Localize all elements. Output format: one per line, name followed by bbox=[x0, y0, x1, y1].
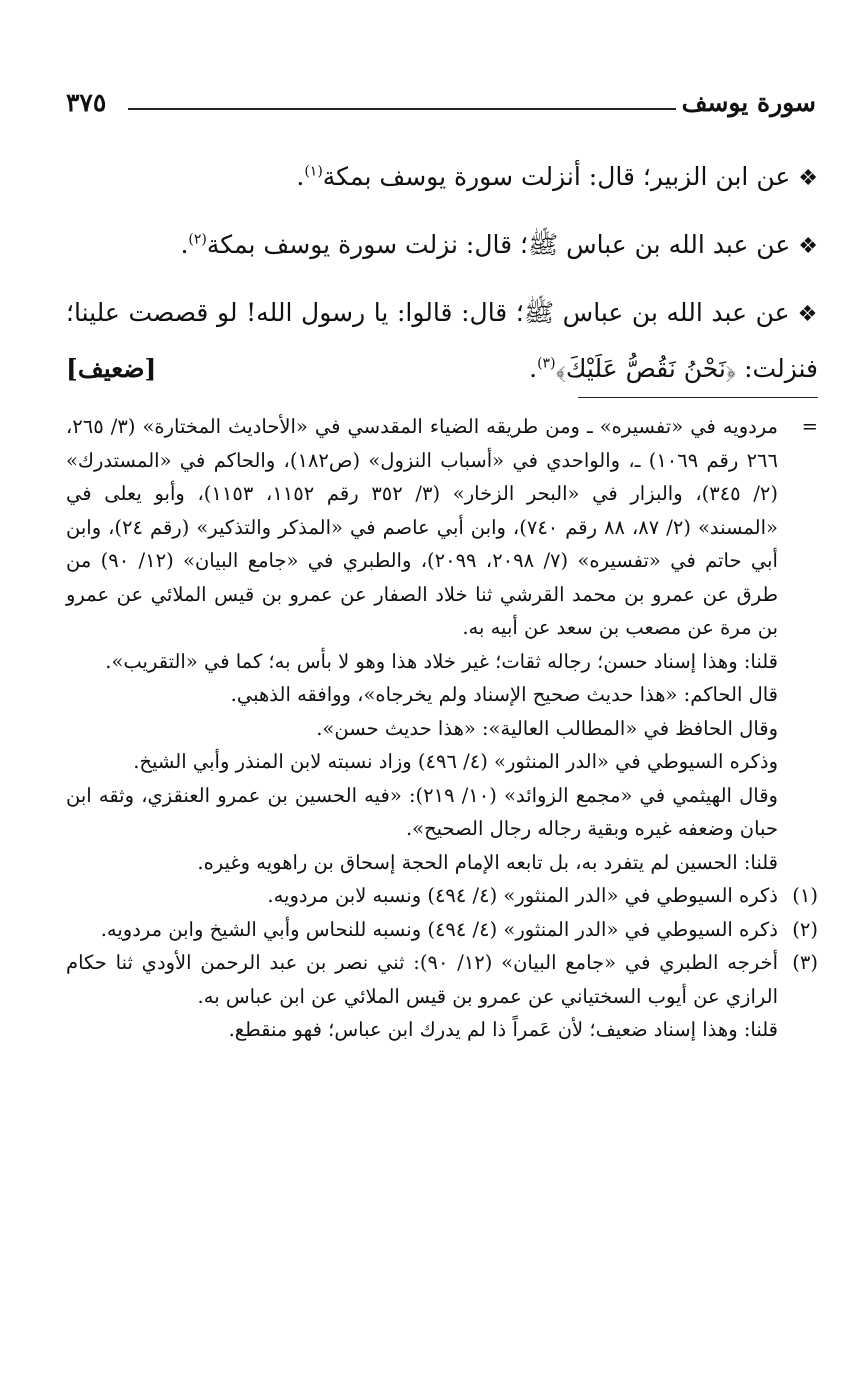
diamond-bullet-icon: ❖ bbox=[797, 302, 818, 327]
footnote-mark: (٢) bbox=[792, 917, 818, 941]
footnote-3 bbox=[66, 946, 818, 1013]
narration-text: عن ابن الزبير؛ قال: أنزلت سورة يوسف بمكة bbox=[322, 162, 791, 191]
narration-3 bbox=[66, 286, 818, 396]
footnotes bbox=[66, 410, 818, 1047]
footnote-text: أخرجه الطبري في «جامع البيان» (١٢/ ٩٠): ثني نصر بن عبد الرحمن الأودي ثنا حكام الرازي عن أيوب السختياني عن عمرو بن قيس الملائي عن ابن عباس به. bbox=[66, 951, 778, 1008]
footnote-separator bbox=[578, 397, 818, 398]
continuation-mark: = bbox=[801, 415, 818, 438]
narration-2 bbox=[66, 218, 818, 274]
narration-end: . bbox=[529, 354, 538, 383]
commentary-paragraph: وذكره السيوطي في «الدر المنثور» (٤/ ٤٩٦) وزاد نسبته لابن المنذر وأبي الشيخ. bbox=[133, 750, 778, 773]
commentary-paragraph: وقال الهيثمي في «مجمع الزوائد» (١٠/ ٢١٩): «فيه الحسين بن عمرو العنقزي، وثقه ابن حبان وضعفه غيره وبقية رجاله رجال الصحيح». bbox=[66, 783, 778, 840]
diamond-bullet-icon: ❖ bbox=[798, 234, 818, 259]
footnote-ref: (٢) bbox=[188, 231, 207, 248]
footnote-ref: (٣) bbox=[537, 355, 556, 372]
narrations bbox=[66, 150, 818, 396]
footnote-mark: (١) bbox=[792, 884, 818, 907]
diamond-bullet-icon: ❖ bbox=[798, 166, 818, 191]
closing-paragraph: قلنا: وهذا إسناد ضعيف؛ لأن عَمراً ذا لم يدرك ابن عباس؛ فهو منقطع. bbox=[228, 1018, 778, 1041]
footnote-2 bbox=[66, 913, 818, 947]
narration-1 bbox=[66, 150, 818, 206]
footnote-mark: (٣) bbox=[792, 951, 818, 974]
footnote-text: مردويه في «تفسيره» ـ ومن طريقه الضياء المقدسي في «الأحاديث المختارة» (٣/ ٢٦٥، ٢٦٦ رقم ١٠٦٩) ـ، والواحدي في «أسباب النزول» (ص١٨٢)، والحاكم في «المستدرك» (٢/ ٣٤٥)، والبزار في «البحر الزخار» (٣/ ٣٥٢ رقم ١١٥٢، ١١٥٣)، وأبو يعلى في «المسند» (٢/ ٨٧، ٨٨ رقم ٧٤٠)، وابن أبي عاصم في «المذكر والتذكير» (رقم ٢٤)، وابن أبي حاتم في «تفسيره» (٧/ ٢٠٩٨، ٢٠٩٩)، والطبري في «جامع البيان» (١٢/ ٩٠) من طرق عن عمرو بن محمد القرشي ثنا خلاد الصفار عن عمرو بن قيس الملائي عن عمرو بن مرة عن مصعب بن سعد عن أبيه به. bbox=[66, 415, 779, 639]
running-header bbox=[66, 88, 816, 128]
commentary-paragraph: وقال الحافظ في «المطالب العالية»: «هذا حديث حسن». bbox=[316, 716, 778, 740]
grade-label: [ضعيف] bbox=[66, 354, 157, 383]
header-rule bbox=[128, 108, 676, 110]
footnote-continuation bbox=[66, 410, 818, 645]
page-number: ٣٧٥ bbox=[66, 88, 107, 117]
footnote-1 bbox=[66, 879, 818, 913]
surah-title: سورة يوسف bbox=[681, 88, 816, 117]
footnote-text: ذكره السيوطي في «الدر المنثور» (٤/ ٤٩٤) ونسبه لابن مردويه. bbox=[267, 884, 778, 907]
commentary-paragraph: قال الحاكم: «هذا حديث صحيح الإسناد ولم يخرجاه»، ووافقه الذهبي. bbox=[230, 683, 778, 706]
narration-text: عن عبد الله بن عباس ﷺ؛ قال: قالوا: يا رسول الله! لو قصصت علينا؛ فنزلت: ﴿نَحْنُ نَقُصُّ عَلَيْكَ﴾ bbox=[66, 298, 818, 383]
footnote-text: ذكره السيوطي في «الدر المنثور» (٤/ ٤٩٤) ونسبه للنحاس وأبي الشيخ وابن مردويه. bbox=[100, 917, 778, 941]
narration-text: عن عبد الله بن عباس ﷺ؛ قال: نزلت سورة يوسف بمكة bbox=[206, 230, 791, 259]
narration-end: . bbox=[296, 162, 305, 191]
commentary-paragraph: قلنا: الحسين لم يتفرد به، بل تابعه الإمام الحجة إسحاق بن راهويه وغيره. bbox=[197, 850, 778, 874]
commentary-paragraph: قلنا: وهذا إسناد حسن؛ رجاله ثقات؛ غير خلاد هذا وهو لا بأس به؛ كما في «التقريب». bbox=[105, 649, 778, 673]
narration-end: . bbox=[180, 230, 189, 259]
footnote-ref: (١) bbox=[304, 163, 323, 180]
